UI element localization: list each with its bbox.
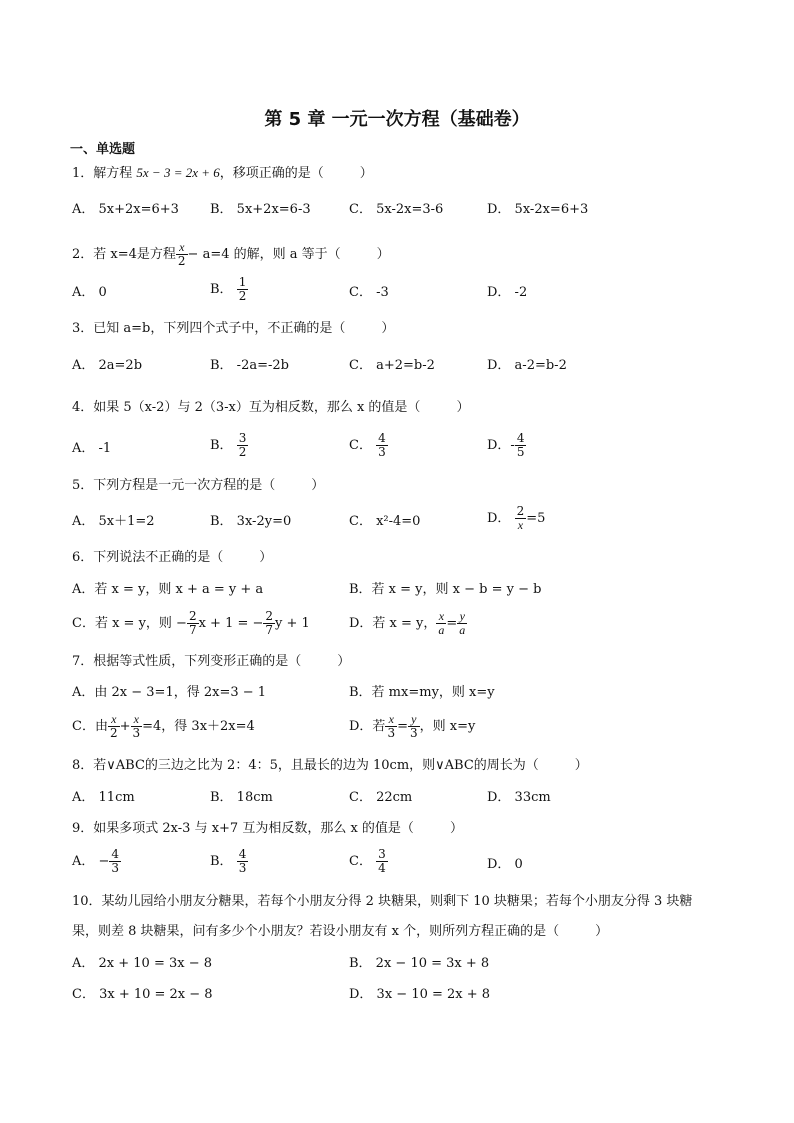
question-6-stem: 6．下列说法不正确的是（ ）	[72, 550, 273, 565]
q4-option-a: A． -1	[72, 441, 112, 456]
q6-option-a: A．若 x = y，则 x + a = y + a	[72, 582, 264, 597]
q10-option-b: B． 2x − 10 = 3x + 8	[349, 956, 490, 971]
q1-option-d: D． 5x-2x=6+3	[487, 202, 589, 217]
q5-option-d: D． $\frac{2}{x}$ =5	[487, 504, 546, 532]
question-2-stem: 2．若 x=4是方程 $\frac{x}{2}$ − a=4 的解，则 a 等于（ ）	[72, 240, 390, 268]
q2-option-b: B． $\frac{1}{2}$	[210, 275, 247, 303]
question-4-stem: 4．如果 5（x-2）与 2（3-x）互为相反数，那么 x 的值是（ ）	[72, 400, 470, 415]
q8-option-d: D． 33cm	[487, 790, 551, 805]
q4-option-b: B． $\frac{3}{2}$	[210, 431, 247, 459]
q10-option-c: C． 3x + 10 = 2x − 8	[72, 987, 213, 1002]
q5-option-a: A． 5x＋1=2	[72, 514, 155, 529]
question-10-stem-line2: 果，则差 8 块糖果，问有多少个小朋友？若设小朋友有 x 个，则所列方程正确的是（ ）	[72, 924, 609, 939]
q4-option-c: C． $\frac{4}{3}$	[349, 431, 386, 459]
question-7-stem: 7．根据等式性质，下列变形正确的是（ ）	[72, 654, 351, 669]
q8-option-b: B． 18cm	[210, 790, 273, 805]
q5-option-c: C． x²-4=0	[349, 514, 421, 529]
q3-option-d: D． a-2=b-2	[487, 358, 567, 373]
page-title: 第 5 章 一元一次方程（基础卷）	[264, 109, 530, 130]
question-9-stem: 9．如果多项式 2x-3 与 x+7 互为相反数，那么 x 的值是（ ）	[72, 821, 463, 836]
q7-option-d: D．若 $\frac{x}{3}$ = $\frac{y}{3}$ ，则 x=y	[349, 712, 476, 740]
question-8-stem: 8．若∨ABC的三边之比为 2：4：5，且最长的边为 10cm，则∨ABC的周长为（ ）	[72, 758, 588, 773]
q2-option-d: D． -2	[487, 285, 528, 300]
q5-option-b: B． 3x-2y=0	[210, 514, 292, 529]
q2-option-c: C． -3	[349, 285, 389, 300]
q6-option-b: B．若 x = y，则 x − b = y − b	[349, 582, 542, 597]
q8-option-c: C． 22cm	[349, 790, 413, 805]
q2-option-a: A． 0	[72, 285, 107, 300]
question-3-stem: 3．已知 a=b，下列四个式子中，不正确的是（ ）	[72, 321, 395, 336]
q7-option-b: B．若 mx=my，则 x=y	[349, 685, 495, 700]
q9-option-b: B． $\frac{4}{3}$	[210, 847, 247, 875]
q1-option-b: B． 5x+2x=6-3	[210, 202, 311, 217]
q1-option-c: C． 5x-2x=3-6	[349, 202, 444, 217]
question-10-stem-line1: 10．某幼儿园给小朋友分糖果，若每个小朋友分得 2 块糖果，则剩下 10 块糖果；若每个小朋友分得 3 块糖	[72, 894, 693, 909]
q10-option-a: A． 2x + 10 = 3x − 8	[72, 956, 213, 971]
q9-option-a: A． − $\frac{4}{3}$	[72, 847, 120, 875]
q1-option-a: A． 5x+2x=6+3	[72, 202, 179, 217]
q6-option-c: C．若 x = y，则 − $\frac{2}{7}$ x + 1 = − $\frac{2}{7}$ y + 1	[72, 609, 310, 637]
q9-option-d: D． 0	[487, 857, 523, 872]
q3-option-c: C． a+2=b-2	[349, 358, 435, 373]
q3-option-a: A． 2a=2b	[72, 358, 143, 373]
question-5-stem: 5．下列方程是一元一次方程的是（ ）	[72, 478, 325, 493]
q7-option-a: A．由 2x − 3=1，得 2x=3 − 1	[72, 685, 267, 700]
q8-option-a: A． 11cm	[72, 790, 135, 805]
q4-option-d: D．- $\frac{4}{5}$	[487, 431, 525, 459]
q6-option-d: D．若 x = y， $\frac{x}{a}$ = $\frac{y}{a}$	[349, 609, 466, 637]
section-heading: 一、单选题	[70, 142, 136, 157]
q3-option-b: B． -2a=-2b	[210, 358, 289, 373]
question-1-stem: 1．解方程 5x − 3 = 2x + 6，移项正确的是（ ）	[72, 165, 373, 181]
q7-option-c: C．由 $\frac{x}{2}$ + $\frac{x}{3}$ =4，得 3x＋2x=4	[72, 712, 255, 740]
q9-option-c: C． $\frac{3}{4}$	[349, 847, 386, 875]
q10-option-d: D． 3x − 10 = 2x + 8	[349, 987, 491, 1002]
